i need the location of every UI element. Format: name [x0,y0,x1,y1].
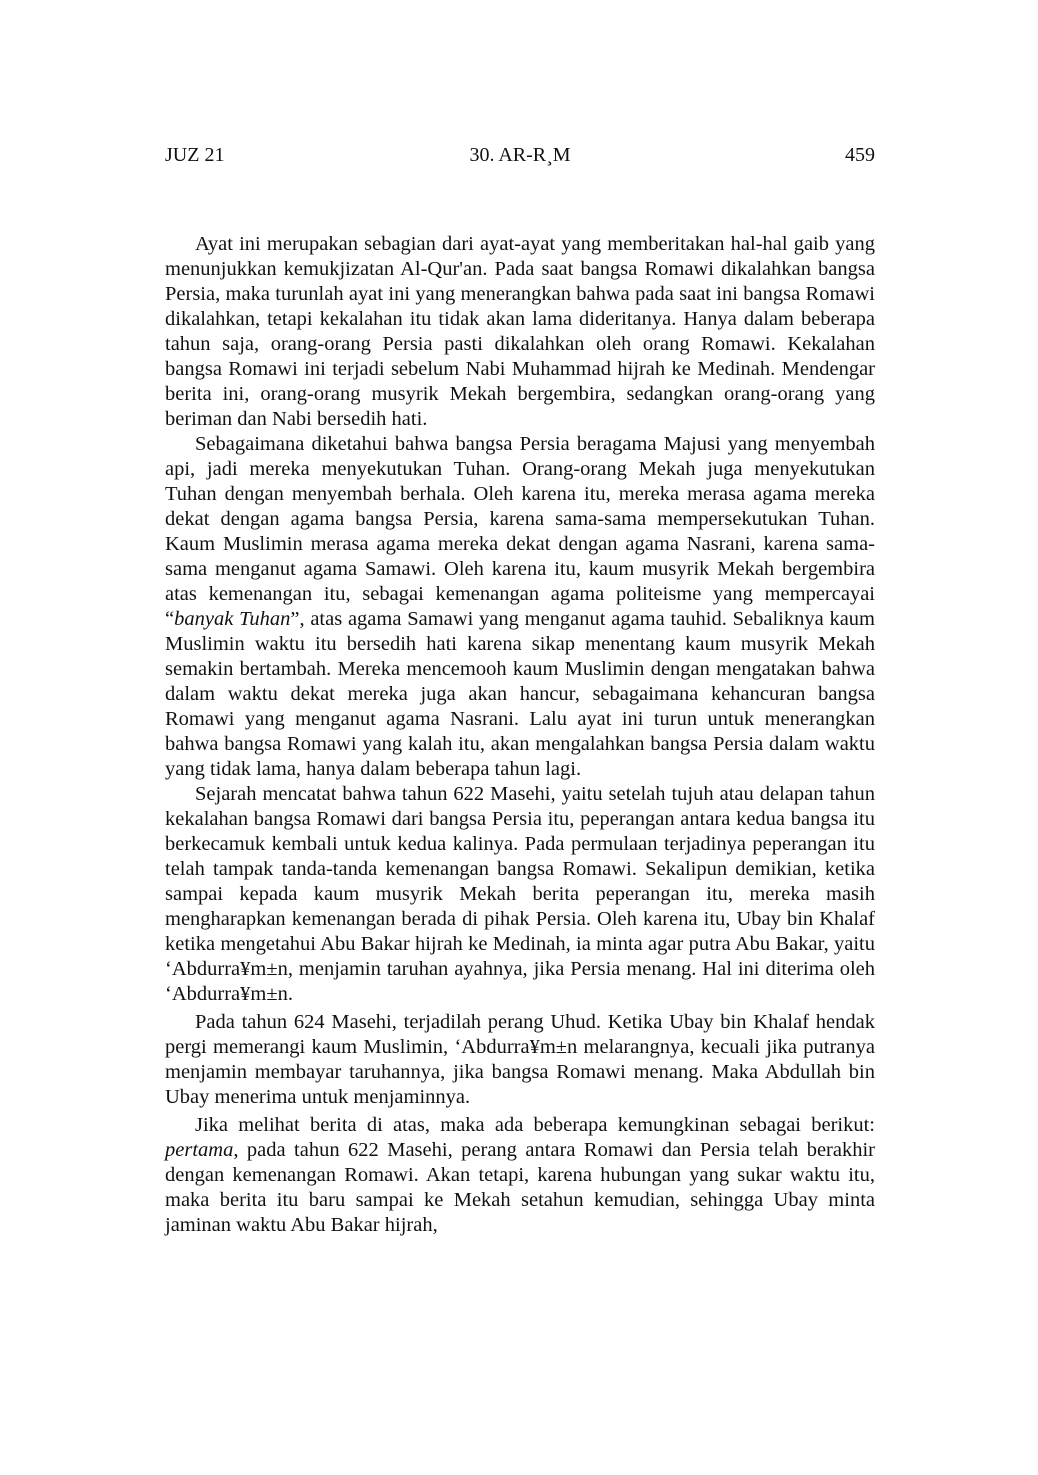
main-text [165,232,875,1238]
paragraph-2 [165,432,875,782]
paragraph-3: Sejarah mencatat bahwa tahun 622 Masehi, yaitu setelah tujuh atau delapan tahun kekalahan bangsa Romawi dari bangsa Persia itu, peperangan antara kedua bangsa itu berkecamuk kembali untuk kedua kalinya. Pada permulaan terjadinya peperangan itu telah tampak tanda-tanda kemenangan bangsa Romawi. Sekalipun demikian, ketika sampai kepada kaum musyrik Mekah berita peperangan itu, mereka masih mengharapkan kemenangan berada di pihak Persia. Oleh karena itu, Ubay bin Khalaf ketika mengetahui Abu Bakar hijrah ke Medinah, ia minta agar putra Abu Bakar, yaitu ‘Abdurra¥m±n, menjamin taruhan ayahnya, jika Persia menang. Hal ini diterima oleh ‘Abdurra¥m±n. [165,783,875,1005]
paragraph-5-part-a: Jika melihat berita di atas, maka ada beberapa kemungkinan sebagai berikut: [195,1114,875,1136]
paragraph-5-italic: pertama [165,1139,234,1161]
paragraph-2-part-a: Sebagaimana diketahui bahwa bangsa Persia beragama Majusi yang menyembah api, jadi mereka menyekutukan Tuhan. Orang-orang Mekah juga menyekutukan Tuhan dengan menyembah berhala. Oleh karena itu, mereka merasa agama mereka dekat dengan agama bangsa Persia, karena sama-sama mempersekutukan Tuhan. Kaum Muslimin merasa agama mereka dekat dengan agama Nasrani, karena sama-sama menganut agama Samawi. Oleh karena itu, kaum musyrik Mekah bergembira atas kemenangan itu, sebagai kemenangan agama politeisme yang mempercayai “ [165,433,875,630]
page-header [165,144,875,174]
paragraph-5-part-b: , pada tahun 622 Masehi, perang antara Romawi dan Persia telah berakhir dengan kemenangan Romawi. Akan tetapi, karena hubungan yang sukar waktu itu, maka berita itu baru sampai ke Mekah setahun kemudian, sehingga Ubay minta jaminan waktu Abu Bakar hijrah, [165,1139,875,1236]
page-number: 459 [845,144,875,166]
paragraph-4: Pada tahun 624 Masehi, terjadilah perang Uhud. Ketika Ubay bin Khalaf hendak pergi memerangi kaum Muslimin, ‘Abdurra¥m±n melarangnya, kecuali jika putranya menjamin membayar taruhannya, jika bangsa Romawi menang. Maka Abdullah bin Ubay menerima untuk menjaminnya. [165,1011,875,1108]
paragraph-2-italic: banyak Tuhan [174,608,291,630]
surah-title: 30. AR-R¸M [469,144,571,166]
paragraph-2-part-b: ”, atas agama Samawi yang menganut agama tauhid. Sebaliknya kaum Muslimin waktu itu bersedih hati karena sikap menentang kaum musyrik Mekah semakin bertambah. Mereka mencemooh kaum Muslimin dengan mengatakan bahwa dalam waktu dekat mereka juga akan hancur, sebagaimana kehancuran bangsa Romawi yang menganut agama Nasrani. Lalu ayat ini turun untuk menerangkan bahwa bangsa Romawi yang kalah itu, akan mengalahkan bangsa Persia dalam waktu yang tidak lama, hanya dalam beberapa tahun lagi. [165,608,876,780]
paragraph-5 [165,1113,875,1238]
paragraph-1: Ayat ini merupakan sebagian dari ayat-ayat yang memberitakan hal-hal gaib yang menunjukkan kemukjizatan Al-Qur'an. Pada saat bangsa Romawi dikalahkan bangsa Persia, maka turunlah ayat ini yang menerangkan bahwa pada saat ini bangsa Romawi dikalahkan, tetapi kekalahan itu tidak akan lama dideritanya. Hanya dalam beberapa tahun saja, orang-orang Persia pasti dikalahkan oleh orang Romawi. Kekalahan bangsa Romawi ini terjadi sebelum Nabi Muhammad hijrah ke Medinah. Mendengar berita ini, orang-orang musyrik Mekah bergembira, sedangkan orang-orang yang beriman dan Nabi bersedih hati. [165,233,875,430]
juz-label: JUZ 21 [165,144,225,166]
